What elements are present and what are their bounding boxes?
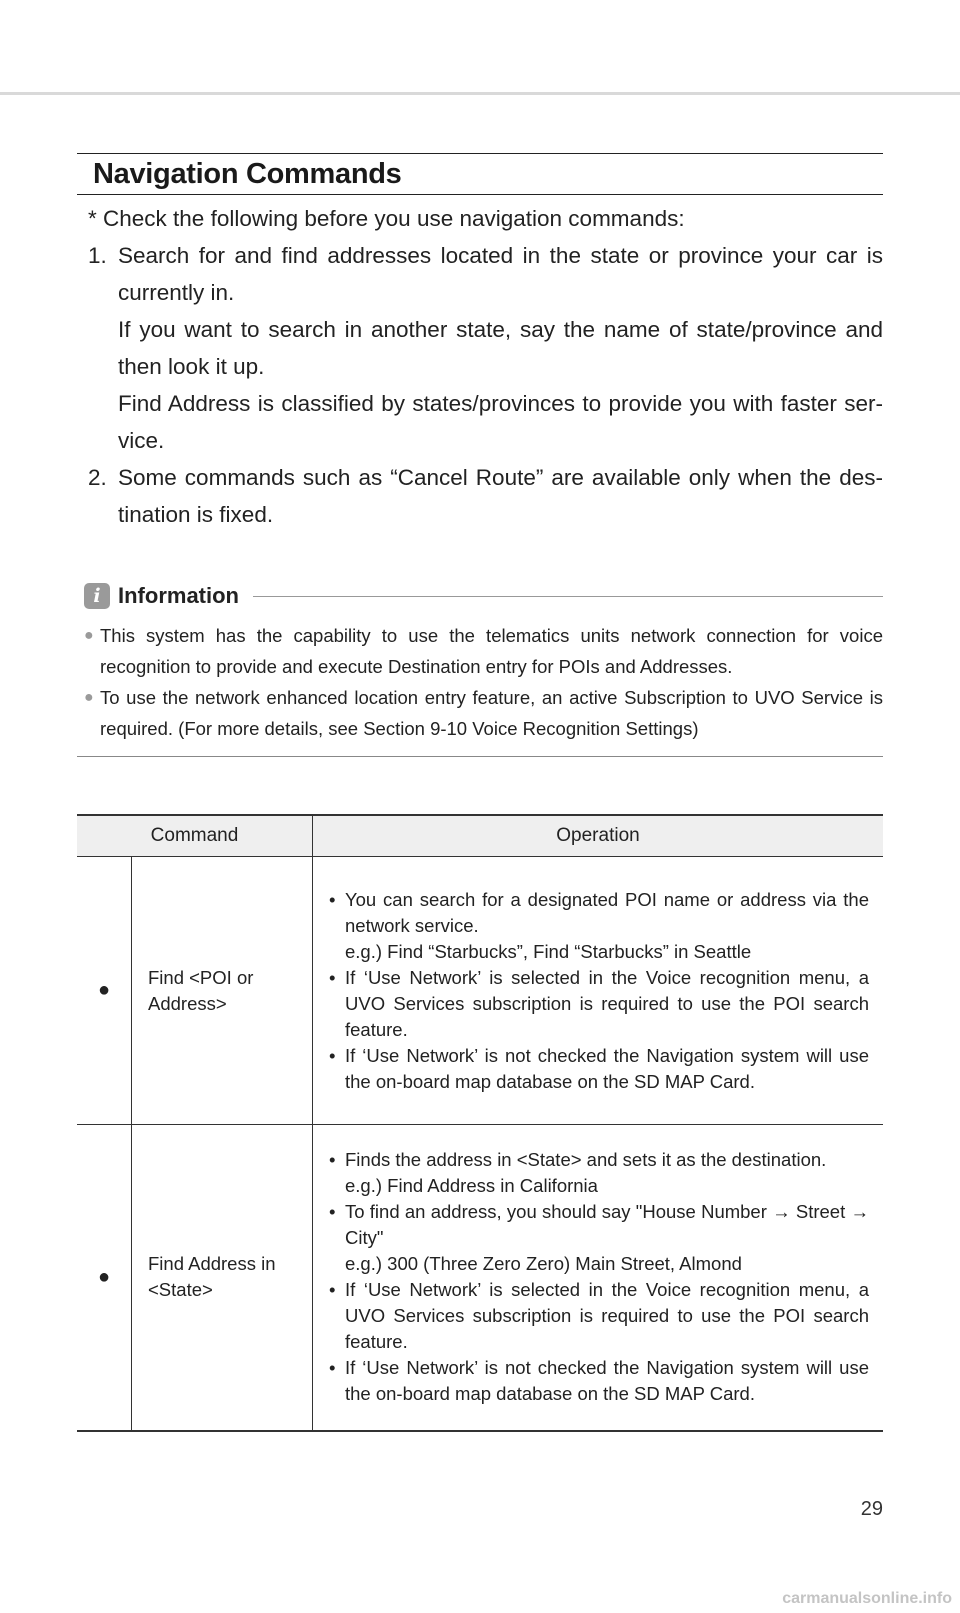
row-bullet-icon: ● [77,1125,132,1431]
command-name: Find <POI or Address> [132,857,313,1125]
operation-item: • If ‘Use Network’ is selected in the Voice recognition menu, a UVO Services subscription is required to use the POI search feature. [329,966,869,1040]
info-icon: i [84,583,110,609]
header-rule [0,92,960,95]
operation-item: • Finds the address in <State> and sets it as the destination. e.g.) Find Address in California [329,1149,827,1197]
table-row [77,857,883,1125]
operation-item: • If ‘Use Network’ is not checked the Navigation system will use the on-board map database on the SD MAP Card. [329,1357,869,1405]
example-text: e.g.) 300 (Three Zero Zero) Main Street, Almond [345,1253,742,1275]
example-text: e.g.) Find Address in California [345,1175,598,1197]
note-line: If you want to search in another state, say the name of state/province and then look it up. [118,317,883,379]
row-bullet-icon: ● [77,857,132,1125]
bullet-icon: ● [84,689,94,706]
info-item: ● To use the network enhanced location entry feature, an active Subscription to UVO Service is required. (For more details, see Section 9-10 Voice Recognition Settings) [84,682,883,744]
note-item-2 [88,459,883,533]
bullet-icon: ● [84,627,94,644]
operation-item: • You can search for a designated POI name or address via the network service. e.g.) Find “Starbucks”, Find “Starbucks” in Seattle [329,888,869,962]
page-number: 29 [860,1498,883,1520]
table-header-command: Command [77,815,313,857]
section-title-bar [77,153,883,195]
intro-text: * Check the following before you use navigation commands: [88,206,685,231]
note-item-1 [88,237,883,459]
note-number: 2. [88,465,107,490]
notes-block [88,200,883,533]
note-line: Find Address is classified by states/provinces to provide you with faster ser-vice. [118,391,883,453]
note-line: Search for and find addresses located in the state or province your car is currently in. [118,243,883,305]
info-title: Information [118,583,239,608]
section-title: Navigation Commands [93,158,402,190]
operation-item: • To find an address, you should say "House Number → Street → City" e.g.) 300 (Three Zero Zero) Main Street, Almond [329,1201,869,1275]
note-line: Some commands such as “Cancel Route” are available only when the des-tination is fixed. [118,465,883,527]
example-text: e.g.) Find “Starbucks”, Find “Starbucks” in Seattle [345,940,752,962]
note-number: 1. [88,243,107,268]
commands-table [77,814,883,1432]
operation-item: • If ‘Use Network’ is not checked the Navigation system will use the on-board map database on the SD MAP Card. [329,1044,869,1092]
table-row [77,1125,883,1431]
info-item: ● This system has the capability to use the telematics units network connection for voice recognition to provide and execute Destination entry for POIs and Addresses. [84,620,883,682]
info-bottom-rule [77,756,883,757]
command-name: Find Address in <State> [132,1125,313,1431]
information-box [84,578,883,744]
watermark-text: carmanualsonline.info [782,1590,952,1607]
info-divider [253,596,883,597]
operation-item: • If ‘Use Network’ is selected in the Voice recognition menu, a UVO Services subscription is required to use the POI search feature. [329,1279,869,1353]
table-header-operation: Operation [313,815,884,857]
